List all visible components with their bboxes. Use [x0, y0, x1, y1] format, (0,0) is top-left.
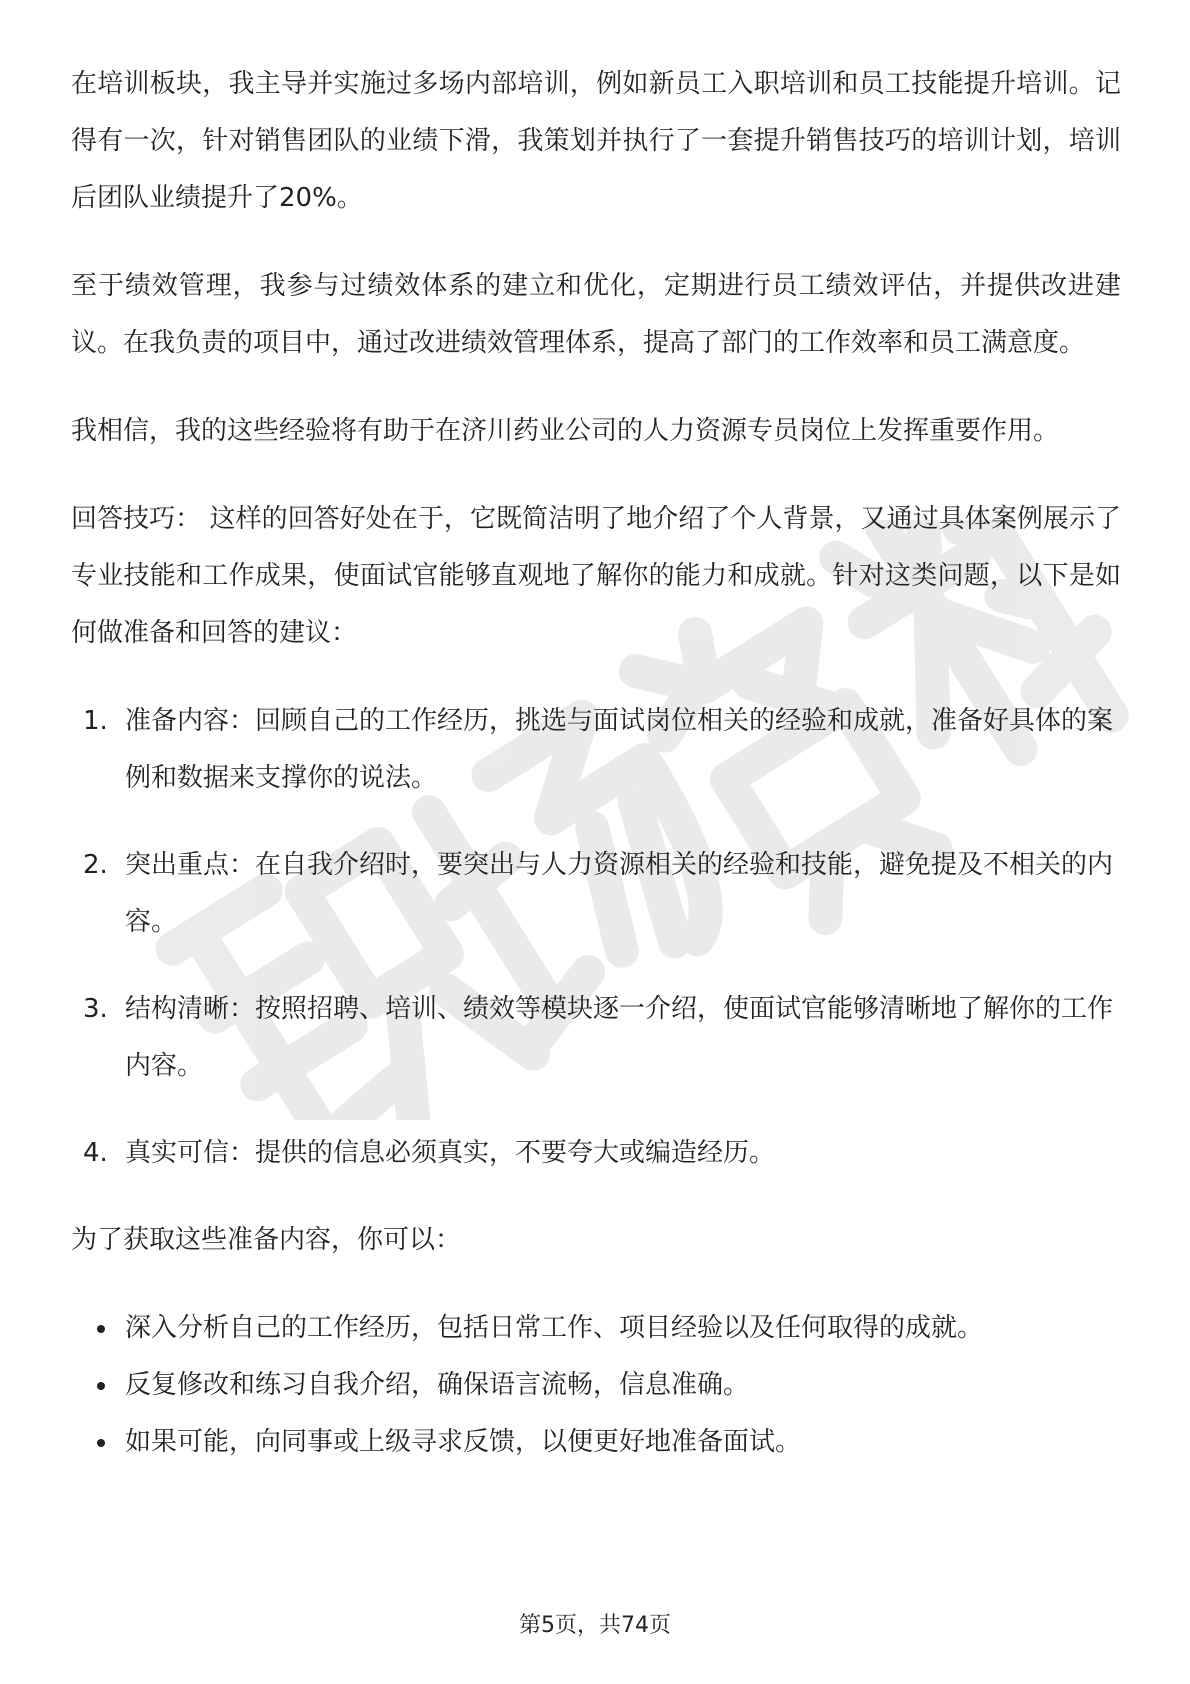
page-footer: 第5页，共74页: [519, 1613, 671, 1638]
bullet-dot-icon: [97, 1439, 105, 1447]
bullet-item-text: 深入分析自己的工作经历，包括日常工作、项目经验以及任何取得的成就。: [125, 1313, 984, 1343]
list-item-text: 结构清晰：按照招聘、培训、绩效等模块逐一介绍，使面试官能够清晰地了解你的工作内容。: [125, 994, 1114, 1081]
bullet-item: [71, 1300, 1121, 1357]
list-number: 4.: [83, 1138, 108, 1168]
list-item: [71, 1125, 1121, 1182]
list-item-text: 突出重点：在自我介绍时，要突出与人力资源相关的经验和技能，避免提及不相关的内容。: [125, 850, 1114, 937]
paragraph-answer-tips: 回答技巧： 这样的回答好处在于，它既简洁明了地介绍了个人背景，又通过具体案例展示了专业技能和工作成果，使面试官能够直观地了解你的能力和成就。针对这类问题，以下是如何做准备和回答的建议：: [71, 504, 1121, 648]
bullet-list: [71, 1300, 1121, 1471]
bullet-item: [71, 1414, 1121, 1471]
bullet-dot-icon: [97, 1325, 105, 1333]
list-number: 2.: [83, 850, 108, 880]
list-item-text: 准备内容：回顾自己的工作经历，挑选与面试岗位相关的经验和成就，准备好具体的案例和数据来支撑你的说法。: [125, 706, 1114, 793]
bullet-item-text: 反复修改和练习自我介绍，确保语言流畅，信息准确。: [125, 1370, 750, 1400]
list-number: 1.: [83, 706, 108, 736]
paragraph-belief: 我相信，我的这些经验将有助于在济川药业公司的人力资源专员岗位上发挥重要作用。: [71, 416, 1060, 446]
list-item: [71, 693, 1121, 807]
bullet-item-text: 如果可能，向同事或上级寻求反馈，以便更好地准备面试。: [125, 1427, 802, 1457]
paragraph-training: 在培训板块，我主导并实施过多场内部培训，例如新员工入职培训和员工技能提升培训。记得有一次，针对销售团队的业绩下滑，我策划并执行了一套提升销售技巧的培训计划，培训后团队业绩提升了20%。: [71, 69, 1121, 213]
bullet-dot-icon: [97, 1382, 105, 1390]
paragraph-bullets-intro: 为了获取这些准备内容，你可以：: [71, 1225, 462, 1255]
list-item-text: 真实可信：提供的信息必须真实，不要夸大或编造经历。: [125, 1138, 776, 1168]
paragraph-performance: 至于绩效管理，我参与过绩效体系的建立和优化，定期进行员工绩效评估，并提供改进建议。在我负责的项目中，通过改进绩效管理体系，提高了部门的工作效率和员工满意度。: [71, 271, 1121, 358]
numbered-list: [71, 693, 1121, 1182]
list-item: [71, 837, 1121, 951]
document-body: [71, 56, 1121, 1471]
bullet-item: [71, 1357, 1121, 1414]
list-item: [71, 981, 1121, 1095]
list-number: 3.: [83, 994, 108, 1024]
